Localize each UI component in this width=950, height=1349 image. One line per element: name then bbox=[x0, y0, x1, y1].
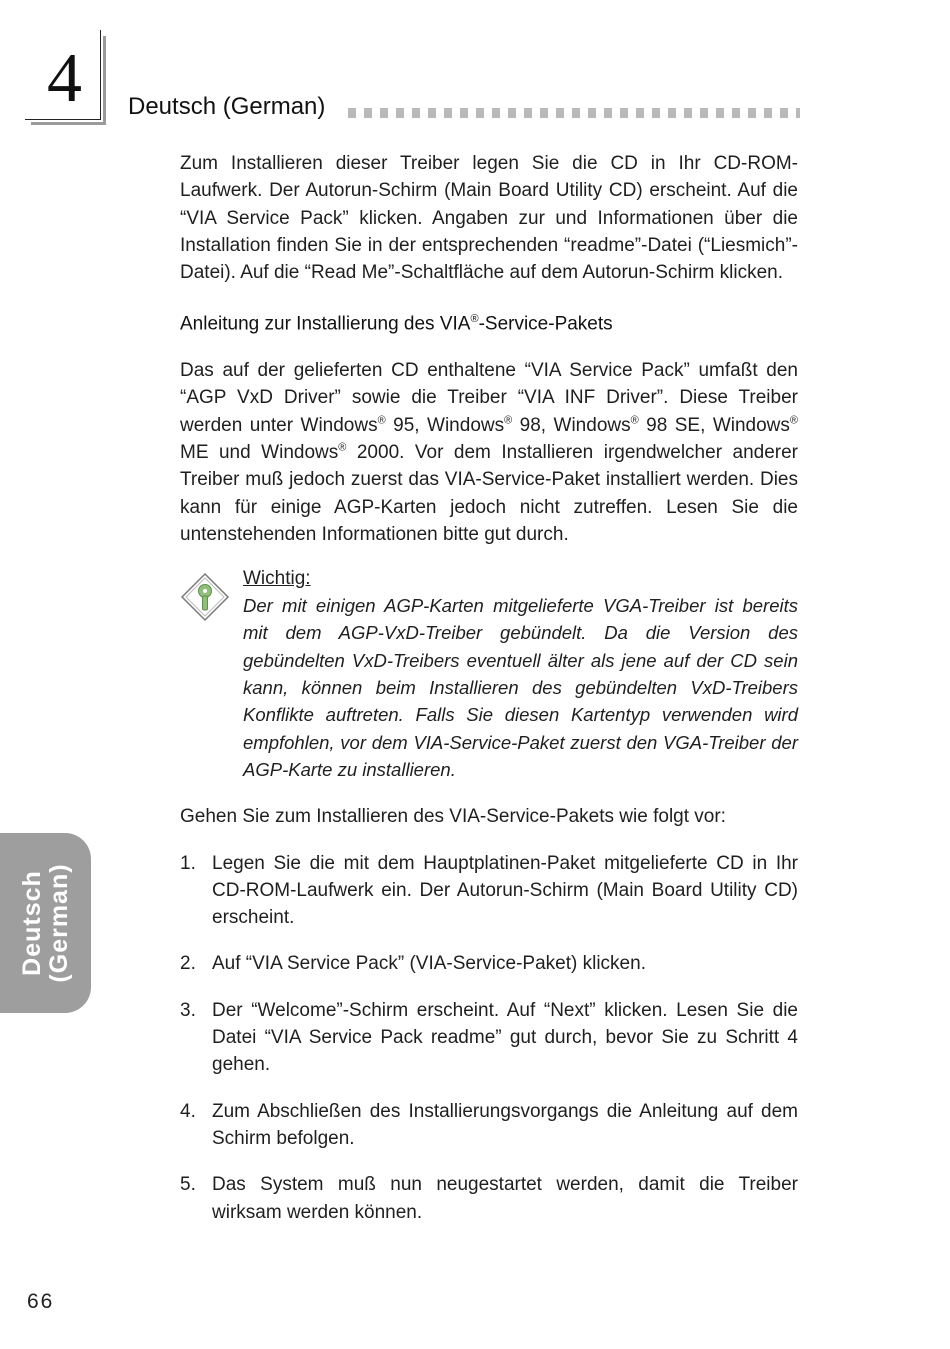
list-item bbox=[180, 950, 798, 977]
main-content bbox=[180, 150, 798, 1245]
subheading bbox=[180, 306, 798, 338]
body-text-5: ME und Windows bbox=[180, 442, 339, 463]
key-icon bbox=[180, 572, 230, 622]
title-dotted-rule bbox=[348, 108, 800, 118]
registered-mark: ® bbox=[470, 313, 479, 326]
section-title: Deutsch (German) bbox=[128, 93, 326, 120]
registered-mark: ® bbox=[377, 414, 386, 427]
chapter-number: 4 bbox=[47, 40, 82, 117]
side-tab-line-1: Deutsch bbox=[17, 870, 46, 976]
step-number: 2. bbox=[180, 953, 196, 975]
step-text: Auf “VIA Service Pack” (VIA-Service-Paket) klicken. bbox=[212, 953, 646, 975]
step-text: Zum Abschließen des Installierungsvorgangs die Anleitung auf dem Schirm befolgen. bbox=[212, 1100, 798, 1149]
body-text-2: 95, Windows bbox=[385, 414, 505, 436]
step-text: Das System muß nun neugestartet werden, damit die Treiber wirksam werden können. bbox=[212, 1174, 798, 1223]
registered-mark: ® bbox=[504, 414, 513, 427]
intro-paragraph: Zum Installieren dieser Treiber legen Sie die CD in Ihr CD-ROM-Laufwerk. Der Autorun-Schirm (Main Board Utility CD) erscheint. Auf die “VIA Service Pack” klicken. Angaben zur und Informationen über die Installation finden Sie in der entsprechenden “readme”-Datei (“Liesmich”-Datei). Auf die “Read Me”-Schaltfläche auf dem Autorun-Schirm klicken. bbox=[180, 153, 798, 284]
registered-mark: ® bbox=[630, 414, 639, 427]
step-number: 5. bbox=[180, 1174, 196, 1196]
important-note bbox=[180, 566, 798, 783]
step-text: Legen Sie die mit dem Hauptplatinen-Paket mitgelieferte CD in Ihr CD-ROM-Laufwerk ein. Der Autorun-Schirm (Main Board Utility CD) erscheint. bbox=[212, 852, 798, 929]
step-number: 1. bbox=[180, 852, 196, 874]
body-text-4: 98 SE, Windows bbox=[638, 414, 790, 436]
side-tab-line-2: (German) bbox=[44, 863, 73, 983]
list-item bbox=[180, 1098, 798, 1153]
side-tab-label bbox=[0, 833, 91, 1013]
body-text-3: 98, Windows bbox=[512, 414, 631, 436]
note-text: Der mit einigen AGP-Karten mitgelieferte VGA-Treiber ist bereits mit dem AGP-VxD-Treiber gebündelt. Da die Version des gebündelten VxD-Treibers eventuell älter als jene auf der CD sein kann, können beim Installieren des gebündelten VxD-Treibers Konflikte auftreten. Falls Sie diesen Kartentyp verwenden wird empfohlen, vor dem VIA-Service-Paket zuerst den VGA-Treiber der AGP-Karte zu installieren. bbox=[243, 595, 798, 780]
note-title: Wichtig: bbox=[243, 568, 311, 590]
step-text: Der “Welcome”-Schirm erscheint. Auf “Next” klicken. Lesen Sie die Datei “VIA Service Pack readme” gut durch, bevor Sie zu Schritt 4 gehen. bbox=[212, 999, 798, 1076]
step-number: 4. bbox=[180, 1100, 196, 1122]
subheading-text-start: Anleitung zur Installierung des VIA bbox=[180, 313, 471, 335]
body-paragraph bbox=[180, 357, 798, 548]
steps-list bbox=[180, 850, 798, 1226]
subheading-text-end: -Service-Pakets bbox=[478, 313, 613, 335]
registered-mark: ® bbox=[338, 441, 347, 454]
body-text-1: Das auf der gelieferten CD enthaltene “VIA Service Pack” umfaßt den “AGP VxD Driver” sowie die Treiber “VIA INF Driver”. Diese Treiber werden unter Windows bbox=[180, 360, 798, 436]
page-number: 66 bbox=[27, 1290, 55, 1313]
steps-intro: Gehen Sie zum Installieren des VIA-Service-Pakets wie folgt vor: bbox=[180, 806, 726, 828]
chapter-marker bbox=[25, 30, 103, 122]
list-item bbox=[180, 997, 798, 1079]
side-language-tab bbox=[0, 833, 91, 1013]
step-number: 3. bbox=[180, 999, 196, 1021]
list-item bbox=[180, 850, 798, 932]
list-item bbox=[180, 1171, 798, 1226]
registered-mark: ® bbox=[789, 414, 799, 427]
body-text-6: 2000. Vor dem Installieren irgendwelcher anderer Treiber muß jedoch zuerst das VIA-Service-Paket installiert werden. Dies kann für einige AGP-Karten jedoch nicht zutreffen. Lesen Sie die untenstehenden Informationen bitte gut durch. bbox=[180, 442, 798, 545]
